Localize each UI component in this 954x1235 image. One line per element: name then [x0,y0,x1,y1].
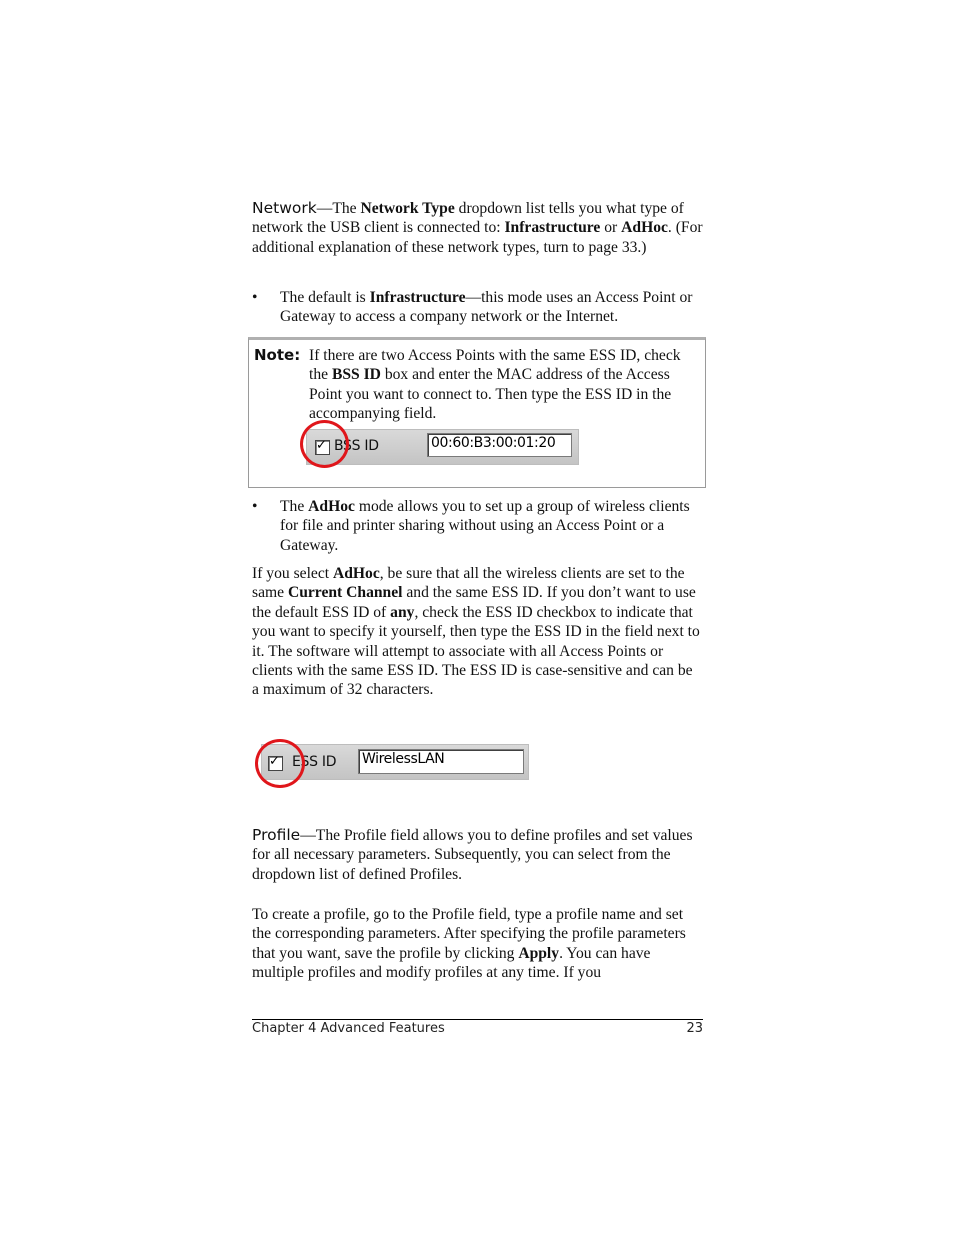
adhoc-text-2: , be sure that all the wireless clients are set to the same [252,565,685,602]
bss-id-label: BSS ID [334,438,379,454]
apply-term: Apply [518,944,560,962]
profile-create-paragraph [252,905,698,983]
profile-lead: Profile [252,826,301,844]
bullet-symbol: • [252,498,258,515]
highlight-circle-icon [300,420,349,468]
highlight-circle-icon [255,739,305,788]
any-term: any [390,603,415,621]
note-text-1: If there are two Access Points with the same ESS ID, check the [309,347,681,384]
footer-rule [252,1019,703,1020]
page-number: 23 [686,1021,703,1036]
note-text [309,346,699,424]
infrastructure-term: Infrastructure [504,219,601,237]
network-text-3: or [600,219,622,237]
adhoc-para-term: AdHoc [332,565,380,582]
bullet-symbol: • [252,289,258,306]
checkmark-icon: ✓ [269,754,280,769]
bullet1-text-2: —this mode uses an Access Point or Gateway to access a company network or the Internet. [280,289,693,326]
network-lead: Network [252,199,317,217]
bullet2-text-1: The [280,498,309,515]
profile-text-1: —The Profile field allows you to define profiles and set values for all necessary parameters. Subsequently, you can select from the dropdown list of defined Profiles. [252,827,693,883]
current-channel-term: Current Channel [287,584,403,602]
note-label: Note: [254,346,301,364]
note-text-2: box and enter the MAC address of the Access Point you want to connect to. Then type the ESS ID in the accompanying field. [309,366,672,423]
adhoc-paragraph [252,564,702,700]
network-paragraph [252,199,704,257]
bullet1-text-1: The default is [280,289,370,306]
profile-create-text-1: To create a profile, go to the Profile field, type a profile name and set the corresponding parameters. After specifying the profile parameters that you want, save the profile by clicking [252,906,686,962]
bss-id-input[interactable]: 00:60:B3:00:01:20 [427,433,572,457]
adhoc-text-3: and the same ESS ID. If you don’t want to use the default ESS ID of [252,584,696,621]
profile-paragraph [252,826,698,884]
network-text-1: —The [316,200,361,217]
adhoc-text-1: If you select [252,565,333,582]
network-type-term: Network Type [360,200,455,217]
bullet2-adhoc-term: AdHoc [308,498,355,515]
adhoc-text-4: , check the ESS ID checkbox to indicate that you want to specify it yourself, then type the ESS ID in the field next to it. The software will attempt to associate with all Access Points or clients with the same ESS ID. The ESS ID is case-sensitive and can be a maximum of 32 characters. [252,603,700,699]
adhoc-term: AdHoc [621,219,668,237]
profile-create-text-2: . You can have multiple profiles and modify profiles at any time. If you [252,944,651,982]
ess-id-label: ESS ID [292,754,337,770]
bullet1-infrastructure-term: Infrastructure [369,289,466,306]
ess-id-input[interactable]: WirelessLAN [358,749,524,774]
bss-id-term: BSS ID [331,366,381,384]
bullet-adhoc-text [280,497,710,555]
network-text-4: . (For additional explanation of these network types, turn to page 33.) [252,219,703,256]
bullet2-text-2: mode allows you to set up a group of wireless clients for file and printer sharing without using an Access Point or a Gateway. [280,498,690,554]
network-text-2: dropdown list tells you what type of network the USB client is connected to: [252,200,684,237]
checkmark-icon: ✓ [316,438,327,453]
footer-chapter: Chapter 4 Advanced Features [252,1021,445,1036]
bullet-infrastructure-text [280,288,710,327]
